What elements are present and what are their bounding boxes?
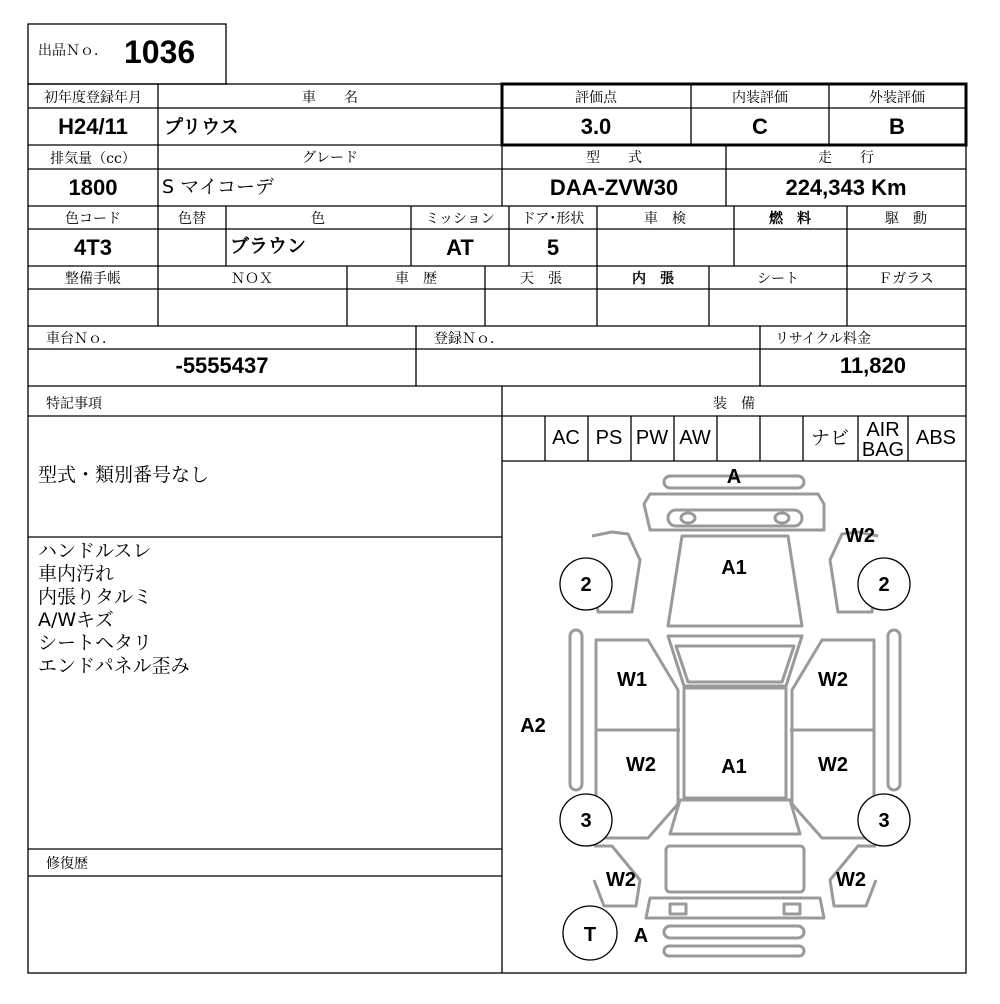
exterior-grade-value: B (889, 114, 905, 139)
front-right-lamp (775, 513, 789, 523)
sheet-grid (28, 24, 966, 973)
mark-left-side: A2 (520, 715, 546, 737)
score-value: 3.0 (580, 114, 612, 139)
equipment-pw: PW (635, 427, 669, 449)
score-label: 評価点 (575, 90, 617, 106)
front-glass-label: Ｆガラス (878, 271, 934, 287)
left-rocker (570, 630, 582, 790)
drive-label: 駆 動 (885, 211, 927, 227)
equipment-ac: AC (552, 427, 580, 449)
equipment-navi: ナビ (810, 427, 850, 449)
door-label: ドア･形状 (521, 211, 585, 227)
note-lines (38, 540, 190, 677)
recycle-fee-value: 11,820 (839, 353, 906, 378)
chassis-no-label: 車台Ｎｏ． (46, 331, 116, 347)
color-code-label: 色コード (65, 211, 121, 227)
exterior-grade-label: 外装評価 (869, 90, 925, 106)
mark-rear-bumper: A (633, 925, 649, 947)
mark-right-rear-door: W2 (818, 754, 848, 776)
grade-label: グレード (302, 150, 358, 166)
mark-rear-left-quarter: W2 (606, 869, 636, 891)
lot-label: 出品Ｎｏ． (38, 43, 108, 59)
equipment-bag: BAG (861, 439, 905, 461)
headliner-label: 天 張 (520, 271, 562, 287)
front-right-wheel-mark: 2 (878, 574, 890, 596)
special-note-text: 型式・類別番号なし (38, 464, 210, 486)
equipment-abs: ABS (915, 427, 957, 449)
equipment-air: AIR (866, 419, 900, 441)
mark-hood: A1 (721, 557, 747, 579)
reg-label: 初年度登録年月 (44, 90, 142, 106)
note-line: ハンドルスレ (38, 540, 152, 562)
lot-number: 1036 (124, 34, 196, 70)
rear-right-wheel-mark: 3 (878, 810, 890, 832)
trunk-mark: T (583, 924, 597, 946)
equipment-label: 装 備 (713, 396, 755, 412)
equipment-ps: PS (595, 427, 623, 449)
car-name-label: 車 名 (302, 90, 358, 106)
rear-bumper-panel (664, 926, 804, 938)
equipment-aw: AW (679, 427, 711, 449)
interior-trim-label: 内 張 (632, 271, 674, 287)
mission-label: ミッション (425, 211, 495, 227)
mileage-value: 224,343 Km (785, 175, 907, 200)
color-value: ブラウン (230, 235, 307, 257)
hood-panel (668, 536, 802, 626)
rear-right-lamp (784, 904, 800, 914)
grade-value: S マイコーデ (162, 176, 274, 198)
repair-history-label: 修復歴 (46, 856, 88, 872)
car-history-label: 車 歴 (395, 271, 437, 287)
mark-front-fender: W2 (845, 525, 875, 547)
mark-roof: A1 (721, 756, 747, 778)
car-name-value: プリウス (164, 116, 239, 138)
right-rocker (888, 630, 900, 790)
note-line: エンドパネル歪み (38, 655, 190, 677)
interior-grade-label: 内装評価 (732, 90, 788, 106)
damage-marks (520, 466, 875, 947)
mission-value: AT (446, 235, 474, 260)
note-line: シートヘタリ (38, 632, 153, 654)
front-left-lamp (681, 513, 695, 523)
rear-window-panel (670, 800, 800, 834)
door-value: 5 (546, 235, 560, 260)
note-line: 車内汚れ (38, 563, 115, 585)
note-line: A/Wキズ (38, 609, 114, 631)
rear-left-wheel-mark: 3 (580, 810, 592, 832)
displacement-value: 1800 (68, 175, 118, 200)
front-left-wheel-mark: 2 (580, 574, 592, 596)
mark-left-front-door: W1 (617, 669, 647, 691)
interior-grade-value: C (752, 114, 768, 139)
maintenance-book-label: 整備手帳 (65, 271, 121, 287)
color-code-value: 4T3 (74, 235, 112, 260)
mark-front-bumper: A (726, 466, 742, 488)
recycle-fee-label: リサイクル料金 (775, 331, 872, 347)
color-label: 色 (311, 211, 325, 227)
mark-left-rear-door: W2 (626, 754, 656, 776)
equipment-items (552, 419, 956, 461)
model-value: DAA-ZVW30 (549, 175, 679, 200)
displacement-label: 排気量（cc） (50, 151, 136, 167)
mark-rear-right-quarter: W2 (836, 869, 866, 891)
model-label: 型 式 (586, 150, 642, 166)
color-change-label: 色替 (178, 211, 206, 227)
mark-right-front-door: W2 (818, 669, 848, 691)
trunk-panel (666, 846, 804, 892)
reg-value: H24/11 (58, 114, 128, 139)
roof-panel (684, 688, 786, 798)
registration-no-label: 登録Ｎｏ． (434, 331, 504, 347)
inspection-label: 車 検 (644, 211, 686, 227)
special-notes-label: 特記事項 (46, 396, 102, 412)
rear-bumper-lower (664, 946, 804, 956)
note-line: 内張りタルミ (38, 586, 153, 608)
windshield-inner (676, 646, 794, 682)
chassis-no-value: -5555437 (175, 353, 269, 378)
rear-left-lamp (670, 904, 686, 914)
mileage-label: 走 行 (818, 150, 874, 166)
nox-label: ＮＯＸ (231, 271, 273, 287)
fuel-label: 燃 料 (769, 211, 811, 227)
seat-label: シート (757, 271, 799, 287)
